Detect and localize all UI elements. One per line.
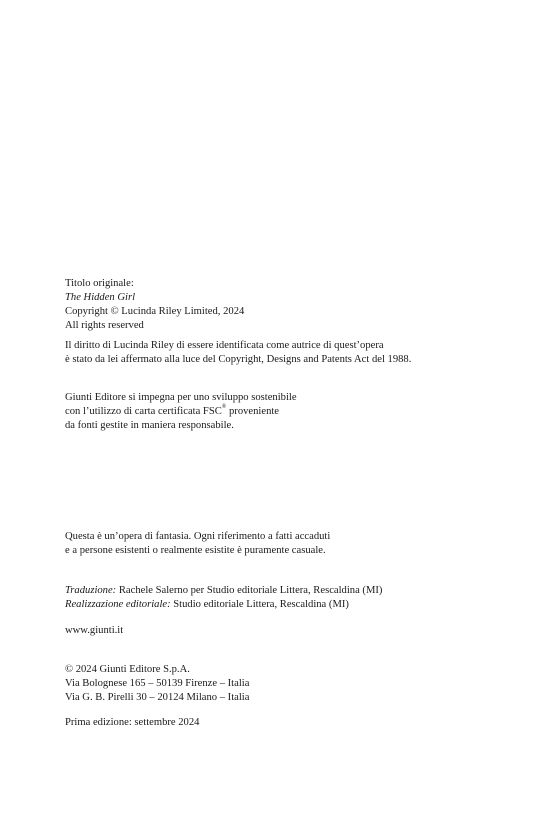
publisher-block [65,663,505,705]
credits-block [65,584,505,612]
editorial-label: Realizzazione editoriale: [65,599,171,610]
translation-value: Rachele Salerno per Studio editoriale Littera, Rescaldina (MI) [116,585,383,596]
original-title: The Hidden Girl [65,292,136,303]
translation-label: Traduzione: [65,585,117,596]
editorial-credit [65,598,505,612]
publisher-address-florence: Via Bolognese 165 – 50139 Firenze – Italia [65,678,250,689]
sustainability-block [65,391,505,433]
translation-credit [65,584,505,598]
website-url: www.giunti.it [65,625,124,636]
all-rights-reserved: All rights reserved [65,320,144,331]
copyright-line: Copyright © Lucinda Riley Limited, 2024 [65,306,245,317]
sustainability-line-2 [65,405,505,419]
moral-rights-line-1: Il diritto di Lucinda Riley di essere identificata come autrice di quest’opera [65,340,384,351]
fiction-notice-line-2: e a persone esistenti o realmente esistite è puramente casuale. [65,545,326,556]
fiction-notice-line-1: Questa è un’opera di fantasia. Ogni riferimento a fatti accaduti [65,531,331,542]
moral-rights-line-2: è stato da lei affermato alla luce del Copyright, Designs and Patents Act del 1988. [65,354,412,365]
fiction-notice-block [65,530,505,558]
sustainability-line-3: da fonti gestite in maniera responsabile. [65,420,234,431]
fsc-registered-mark: ® [221,404,227,410]
website-block [65,624,505,638]
publisher-address-milan: Via G. B. Pirelli 30 – 20124 Milano – Italia [65,692,250,703]
sustainability-line-2-end: proveniente [226,406,280,417]
original-title-block [65,277,505,333]
moral-rights-block [65,339,505,367]
edition-info: Prima edizione: settembre 2024 [65,717,200,728]
original-title-label: Titolo originale: [65,278,134,289]
publisher-copyright: © 2024 Giunti Editore S.p.A. [65,664,190,675]
editorial-value: Studio editoriale Littera, Rescaldina (MI) [170,599,349,610]
edition-block [65,716,505,730]
sustainability-line-2-text: con l’utilizzo di carta certificata FSC [65,406,222,417]
sustainability-line-1: Giunti Editore si impegna per uno sviluppo sostenibile [65,392,297,403]
